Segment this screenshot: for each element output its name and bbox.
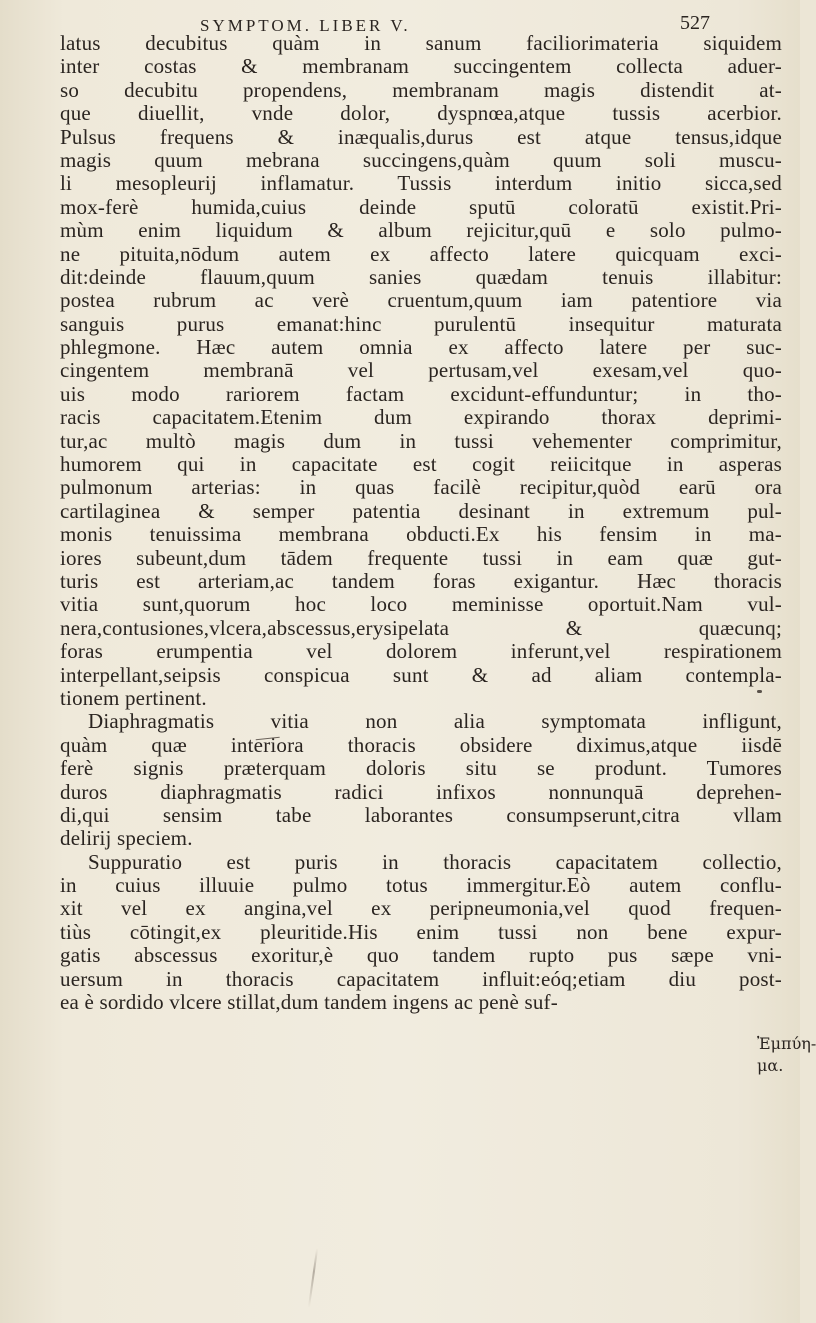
text-line: magis quum mebrana succingens,quàm quum soli muscu-: [60, 147, 782, 172]
text-line: di,qui sensim tabe laborantes consumpserunt,citra vllam: [60, 802, 782, 827]
text-line: iores subeunt,dum tādem frequente tussi in eam quæ gut-: [60, 545, 782, 570]
text-line: Diaphragmatis vitia non alia symptomata infligunt,: [88, 709, 782, 734]
text-line: humorem qui in capacitate est cogit reiicitque in asperas: [60, 452, 782, 477]
text-line: Suppuratio est puris in thoracis capacitatem collectio,: [88, 849, 782, 874]
text-line: cartilaginea & semper patentia desinant in extremum pul-: [60, 498, 782, 523]
text-line: uersum in thoracis capacitatem influit:eóq;etiam diu post-: [60, 966, 782, 991]
text-line: phlegmone. Hæc autem omnia ex affecto latere per suc-: [60, 335, 782, 360]
text-line: tionem pertinent.: [60, 685, 207, 710]
text-line: ferè signis præterquam doloris situ se produnt. Tumores: [60, 756, 782, 781]
running-title: SYMPTOM. LIBER V.: [200, 16, 411, 35]
text-line: cingentem membranā vel pertusam,vel exesam,vel quo-: [60, 358, 782, 383]
text-line: interpellant,seipsis conspicua sunt & ad aliam contempla-: [60, 662, 782, 687]
text-line: pulmonum arterias: in quas facilè recipitur,quòd earū ora: [60, 475, 782, 500]
text-line: Pulsus frequens & inæqualis,durus est atque tensus,idque: [60, 124, 782, 149]
text-line: quàm quæ interiora thoracis obsidere diximus,atque iisdē: [60, 732, 782, 757]
text-line: so decubitu propendens, membranam magis distendit at-: [60, 77, 782, 102]
text-line: tiùs cōtingit,ex pleuritide.His enim tussi non bene expur-: [60, 919, 782, 944]
text-line: xit vel ex angina,vel ex peripneumonia,vel quod frequen-: [60, 896, 782, 921]
ink-fleck: [757, 690, 762, 693]
marginal-note-line: Ἐμπύη-: [757, 1034, 816, 1053]
text-line: in cuius illuuie pulmo totus immergitur.Eò autem conflu-: [60, 873, 782, 898]
text-line: latus decubitus quàm in sanum faciliorimateria siquidem: [60, 31, 782, 55]
text-line: postea rubrum ac verè cruentum,quum iam patentiore via: [60, 288, 782, 313]
text-line: dit:deinde flauum,quum sanies quædam tenuis illabitur:: [60, 264, 782, 289]
pencil-stroke: [308, 1248, 318, 1308]
text-line: uis modo rariorem factam excidunt-effunduntur; in tho-: [60, 381, 782, 406]
text-line: tur,ac multò magis dum in tussi vehementer comprimitur,: [60, 428, 782, 453]
text-line: mox-ferè humida,cuius deinde sputū coloratū existit.Pri-: [60, 194, 782, 219]
text-line: gatis abscessus exoritur,è quo tandem rupto pus sæpe vni-: [60, 943, 782, 968]
marginal-note: [757, 1033, 816, 1077]
text-line: duros diaphragmatis radici infixos nonnunquā deprehen-: [60, 779, 782, 804]
text-line: mùm enim liquidum & album rejicitur,quū e solo pulmo-: [60, 218, 782, 243]
text-line: turis est arteriam,ac tandem foras exigantur. Hæc thoracis: [60, 568, 782, 593]
text-line: inter costas & membranam succingentem collecta aduer-: [60, 54, 782, 79]
text-line: sanguis purus emanat:hinc purulentū insequitur maturata: [60, 311, 782, 336]
text-line: racis capacitatem.Etenim dum expirando thorax deprimi-: [60, 405, 782, 430]
text-line: delirij speciem.: [60, 826, 193, 851]
marginal-note-line: μα.: [757, 1056, 784, 1075]
text-line: nera,contusiones,vlcera,abscessus,erysipelata & quæcunq;: [60, 615, 782, 640]
text-line: ne pituita,nōdum autem ex affecto latere quicquam exci-: [60, 241, 782, 266]
page-number: 527: [680, 12, 710, 34]
text-line: monis tenuissima membrana obducti.Ex his fensim in ma-: [60, 522, 782, 547]
text-line: li mesopleurij inflamatur. Tussis interdum initio sicca,sed: [60, 171, 782, 196]
text-line: vitia sunt,quorum hoc loco meminisse oportuit.Nam vul-: [60, 592, 782, 617]
text-line: ea è sordido vlcere stillat,dum tandem ingens ac penè suf-: [60, 990, 558, 1015]
body-text: [60, 32, 782, 1014]
text-line: foras erumpentia vel dolorem inferunt,vel respirationem: [60, 639, 782, 664]
text-line: que diuellit, vnde dolor, dyspnœa,atque tussis acerbior.: [60, 101, 782, 126]
